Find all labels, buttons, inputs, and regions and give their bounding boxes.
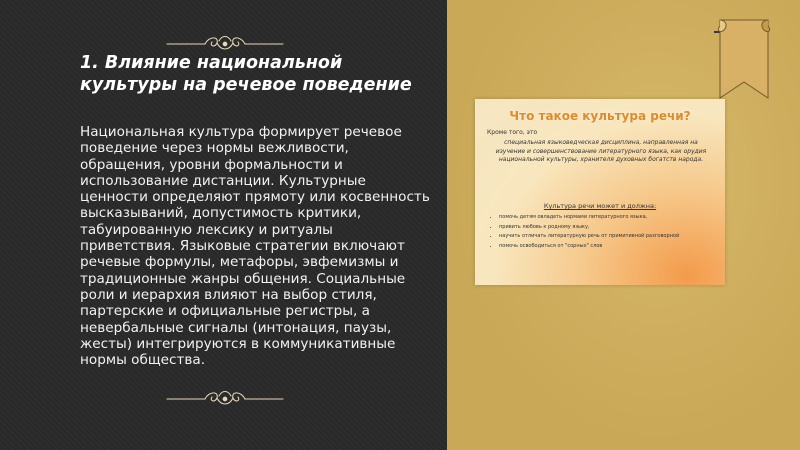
card-list (489, 214, 724, 252)
list-item: • привить любовь к родному языку, (499, 224, 724, 232)
embedded-slide-image (475, 99, 725, 285)
card-definition: специальная языковедческая дисциплина, направленная на изучение и совершенствование литературного языка, как орудия национальной культуры, хранителя духовных богатств народа. (495, 139, 707, 163)
list-item: • научить отличать литературную речь от примитивной разговорной (499, 233, 724, 241)
ribbon-bookmark-icon (714, 18, 774, 100)
card-intro: Кроме того, это (487, 129, 538, 136)
card-title: Что такое культура речи? (509, 109, 691, 123)
flourish-ornament-icon (165, 388, 285, 410)
slide-body-text: Национальная культура формирует речевое поведение через нормы вежливости, обращения, уровни формальности и использование дистанции. Культурные ценности определяют прямоту или косвенность высказываний, допустимость критики, табуированную лексику и ритуалы приветствия. Языковые стратегии включают речевые формулы, метафоры, эвфемизмы и традиционные жанры общения. Социальные роли и иерархия влияют на выбор стиля, партерские и официальные регистры, а невербальные сигналы (интонация, паузы, жесты) интегрируются в коммуникативные нормы общества. (80, 124, 430, 369)
card-subtitle: Культура речи может и должна: (543, 202, 657, 210)
list-item: • помочь освободиться от "сорных" слов (499, 243, 724, 251)
list-item: • помочь детям овладеть нормами литературного языка, (499, 214, 724, 222)
slide-title: 1. Влияние национальной культуры на речевое поведение (80, 53, 412, 95)
